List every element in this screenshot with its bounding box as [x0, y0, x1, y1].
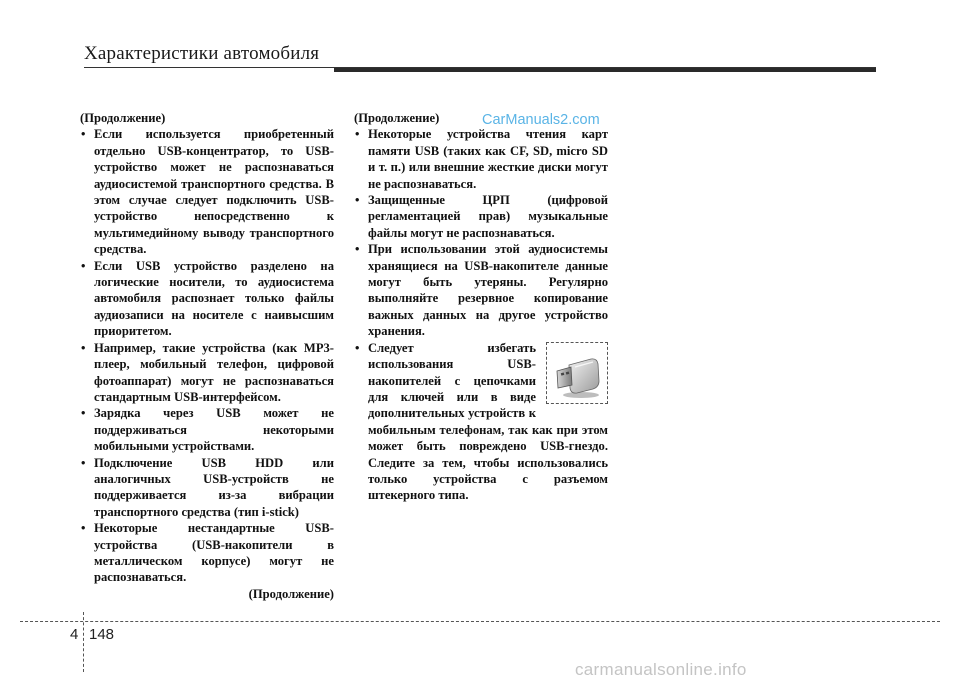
list-item: • Некоторые устройства чтения карт памяти USB (таких как CF, SD, micro SD и т. п.) или внешние жесткие диски могут не распознаваться. — [354, 126, 608, 192]
header-rule-bar — [334, 68, 876, 72]
watermark-site-text: carmanualsonline.info — [575, 660, 747, 679]
chapter-number: 4 — [70, 626, 79, 643]
continued-label: (Продолжение) — [248, 586, 334, 601]
list-item: • При использовании этой аудиосистемы хранящиеся на USB-накопителе данные могут быть утеряны. Регулярно выполняйте резервное копирование важных данных на другое устройство хранения. — [354, 241, 608, 339]
footer-separator — [83, 612, 84, 672]
list-item: • Например, такие устройства (как MP3-плеер, мобильный телефон, цифровой фотоаппарат) могут не распознаваться стандартным USB-интерфейсом. — [80, 340, 334, 406]
footer-rule — [20, 621, 940, 622]
list-item: • Подключение USB HDD или аналогичных USB-устройств не поддерживается из-за вибрации транспортного средства (тип i-stick) — [80, 455, 334, 521]
left-bullet-list — [80, 126, 334, 585]
list-item: • Если используется приобретенный отдельно USB-концентратор, то USB-устройство может не распознаваться аудиосистемой транспортного средства. В этом случае следует подключить USB-устройство непосредственно к мультимедийному выводу транспортного средства. — [80, 126, 334, 257]
left-column — [80, 110, 334, 602]
usb-drive-illustration — [546, 342, 608, 404]
right-column — [354, 110, 608, 504]
right-bullet-list — [354, 126, 608, 503]
list-item: • Следует избегать использования USB-накопителей с цепочками для ключей или в виде дополнительных устройств к мобильным телефонам, так как при этом может быть повреждено USB-гнездо. Следите за тем, чтобы использовались только устройства с разъемом штекерного типа. — [354, 340, 608, 504]
watermark-logo-text: CarManuals2.com — [482, 112, 600, 128]
page-number: 148 — [89, 626, 115, 643]
section-title: Характеристики автомобиля — [84, 43, 320, 64]
continued-label: (Продолжение) — [80, 111, 166, 125]
list-item: • Зарядка через USB может не поддерживаться некоторыми мобильными устройствами. — [80, 405, 334, 454]
list-item: • Защищенные ЦРП (цифровой регламентацией прав) музыкальные файлы могут не распознаваться. — [354, 192, 608, 241]
continued-label: (Продолжение) — [354, 111, 440, 125]
usb-drive-icon — [547, 343, 607, 403]
list-item: • Некоторые нестандартные USB-устройства (USB-накопители в металлическом корпусе) могут не распознаваться. — [80, 520, 334, 586]
list-item: • Если USB устройство разделено на логические носители, то аудиосистема автомобиля распознает только файлы аудиозаписи на носителе с наивысшим приоритетом. — [80, 258, 334, 340]
